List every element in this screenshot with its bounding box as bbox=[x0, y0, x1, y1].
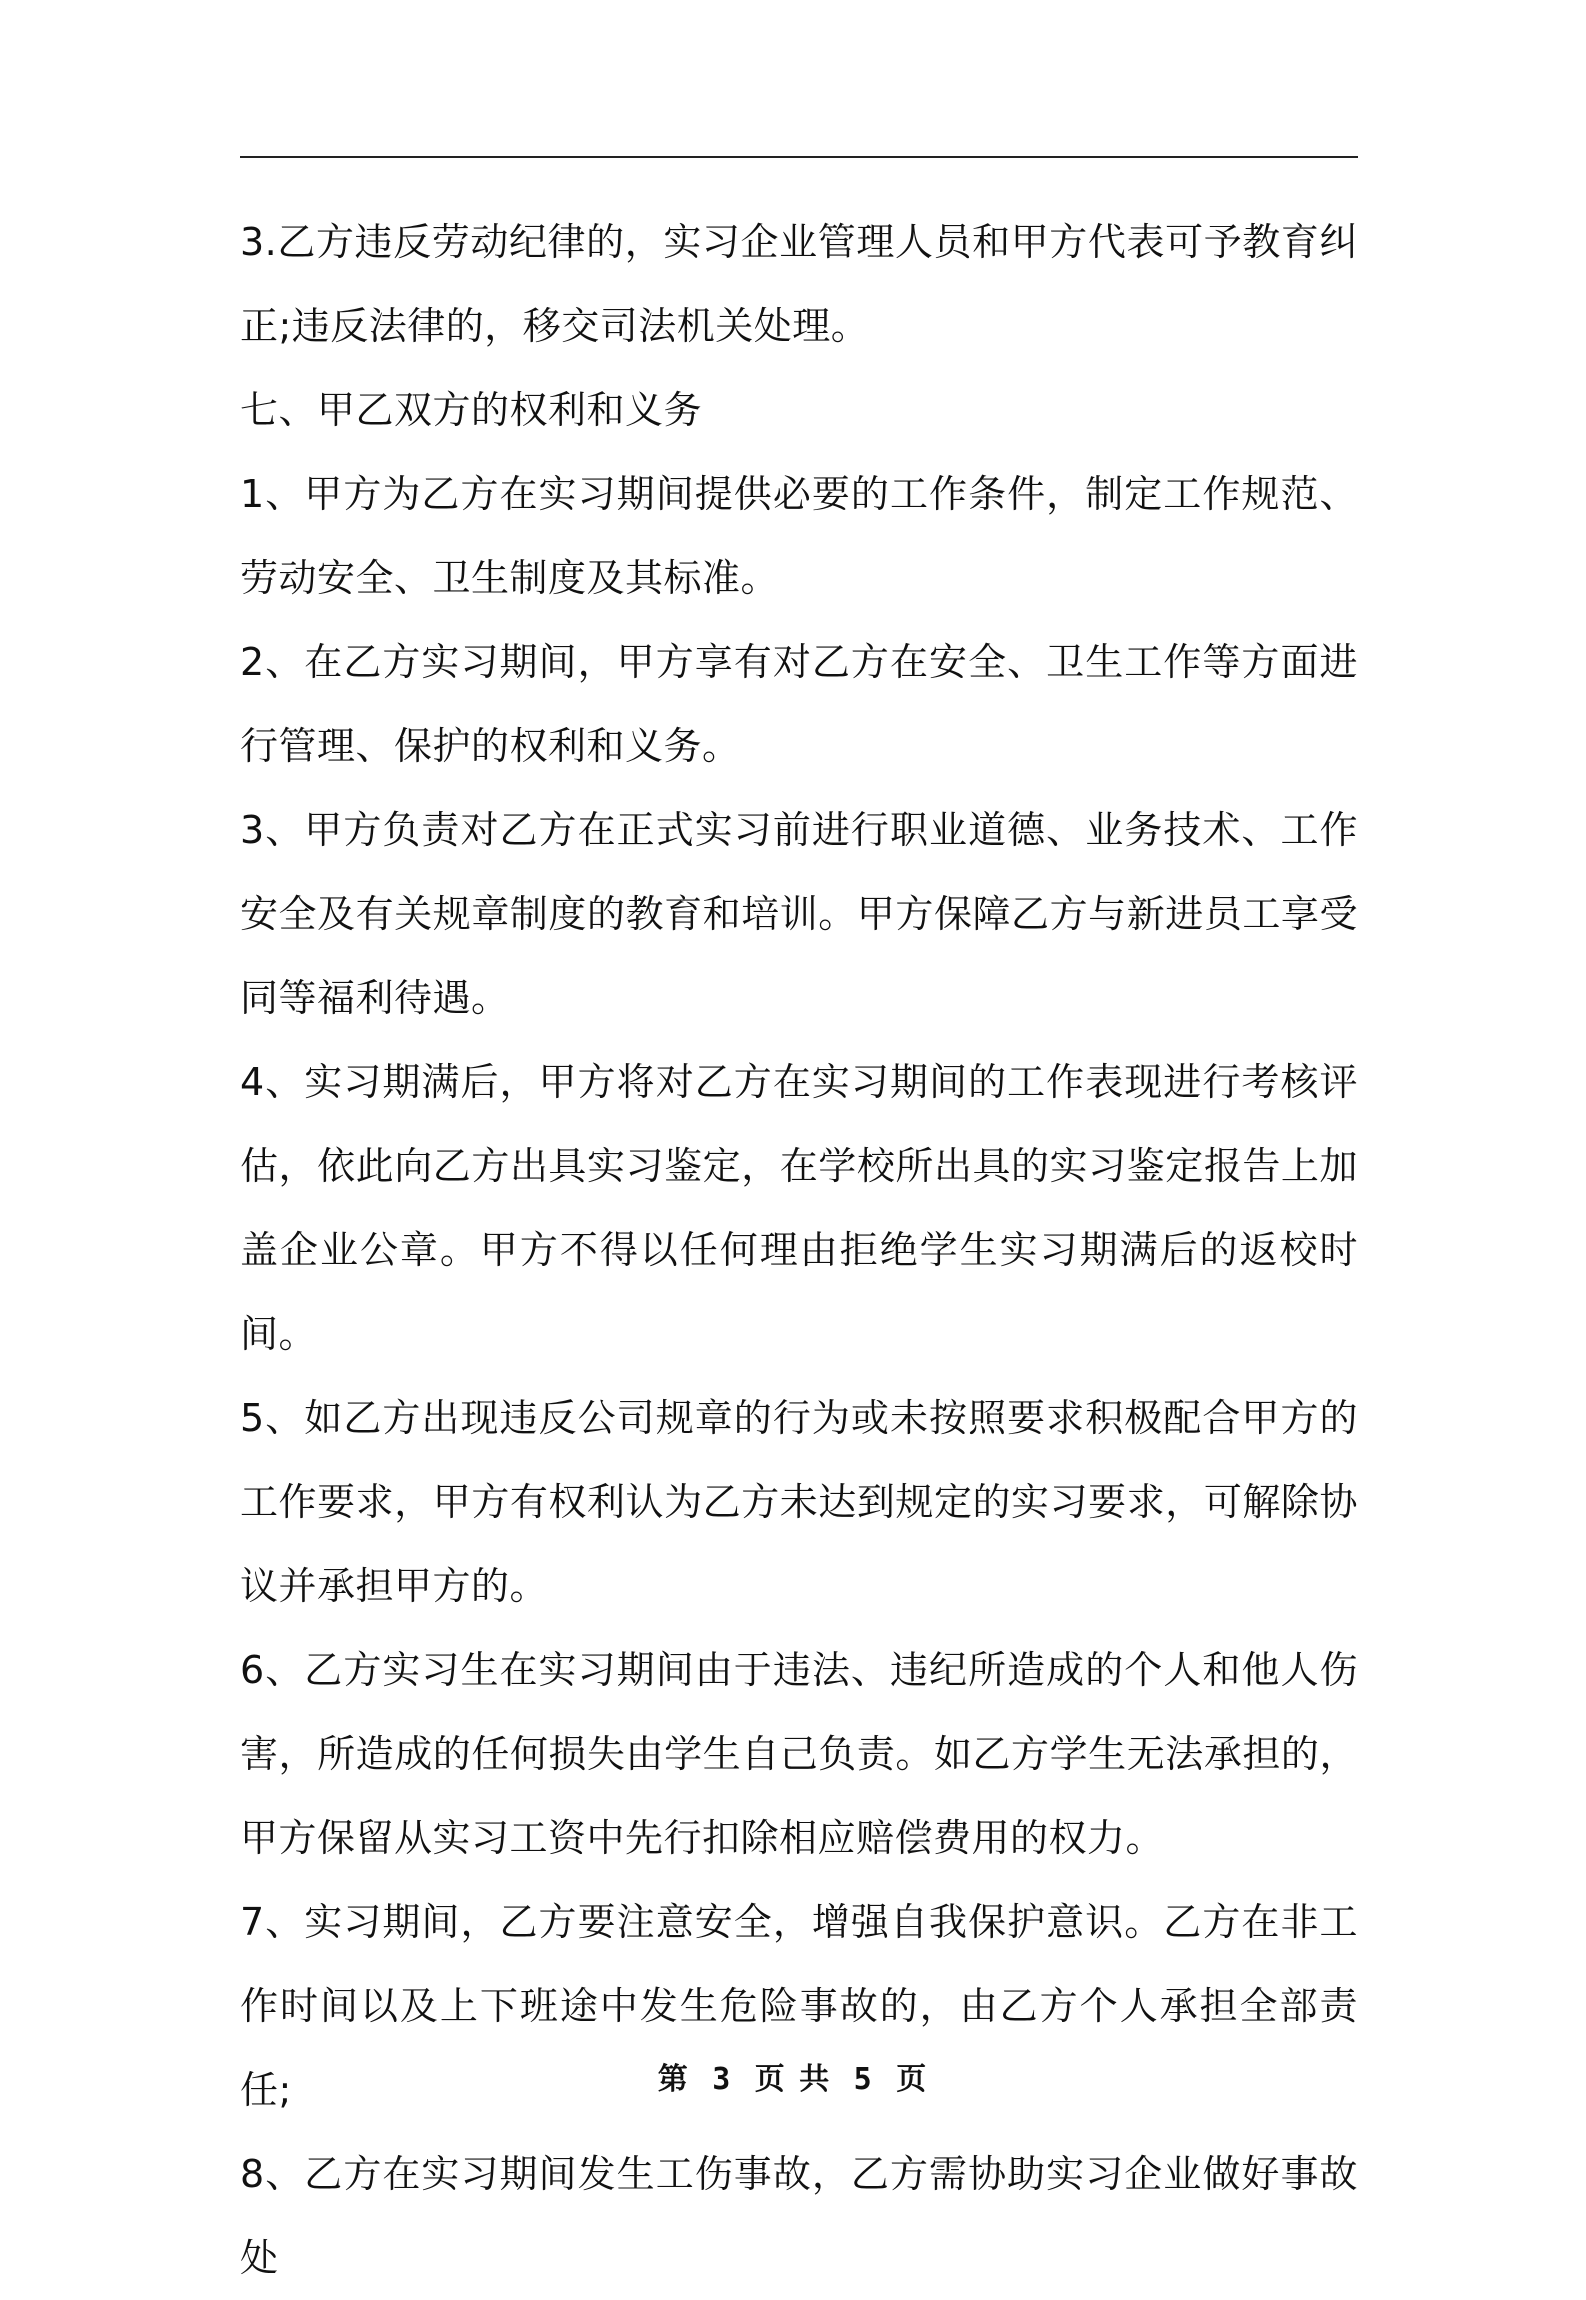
paragraph: 3、甲方负责对乙方在正式实习前进行职业道德、业务技术、工作安全及有关规章制度的教育和培训。甲方保障乙方与新进员工享受同等福利待遇。 bbox=[240, 808, 1358, 1020]
current-page-number: 3 bbox=[712, 2062, 733, 2097]
page-footer bbox=[0, 2054, 1586, 2098]
paragraph: 3.乙方违反劳动纪律的，实习企业管理人员和甲方代表可予教育纠正;违反法律的，移交司法机关处理。 bbox=[240, 220, 1358, 348]
paragraph: 7、实习期间，乙方要注意安全，增强自我保护意识。乙方在非工作时间以及上下班途中发生危险事故的，由乙方个人承担全部责任; bbox=[240, 1900, 1358, 2112]
header-rule bbox=[240, 156, 1358, 158]
footer-prefix: 第 bbox=[657, 2062, 690, 2097]
paragraph: 8、乙方在实习期间发生工伤事故，乙方需协助实习企业做好事故处 bbox=[240, 2152, 1358, 2280]
paragraph: 5、如乙方出现违反公司规章的行为或未按照要求积极配合甲方的工作要求，甲方有权利认为乙方未达到规定的实习要求，可解除协议并承担甲方的。 bbox=[240, 1396, 1358, 1608]
footer-middle: 页 共 bbox=[754, 2062, 832, 2097]
paragraph: 4、实习期满后，甲方将对乙方在实习期间的工作表现进行考核评估，依此向乙方出具实习鉴定，在学校所出具的实习鉴定报告上加盖企业公章。甲方不得以任何理由拒绝学生实习期满后的返校时间。 bbox=[240, 1060, 1358, 1356]
document-body bbox=[240, 200, 1358, 2300]
footer-suffix: 页 bbox=[896, 2062, 929, 2097]
section-heading: 七、甲乙双方的权利和义务 bbox=[240, 388, 703, 432]
total-pages-number: 5 bbox=[853, 2062, 874, 2097]
paragraph: 1、甲方为乙方在实习期间提供必要的工作条件，制定工作规范、劳动安全、卫生制度及其标准。 bbox=[240, 472, 1358, 600]
paragraph: 2、在乙方实习期间，甲方享有对乙方在安全、卫生工作等方面进行管理、保护的权利和义务。 bbox=[240, 640, 1358, 768]
paragraph: 6、乙方实习生在实习期间由于违法、违纪所造成的个人和他人伤害，所造成的任何损失由学生自己负责。如乙方学生无法承担的，甲方保留从实习工资中先行扣除相应赔偿费用的权力。 bbox=[240, 1648, 1358, 1860]
